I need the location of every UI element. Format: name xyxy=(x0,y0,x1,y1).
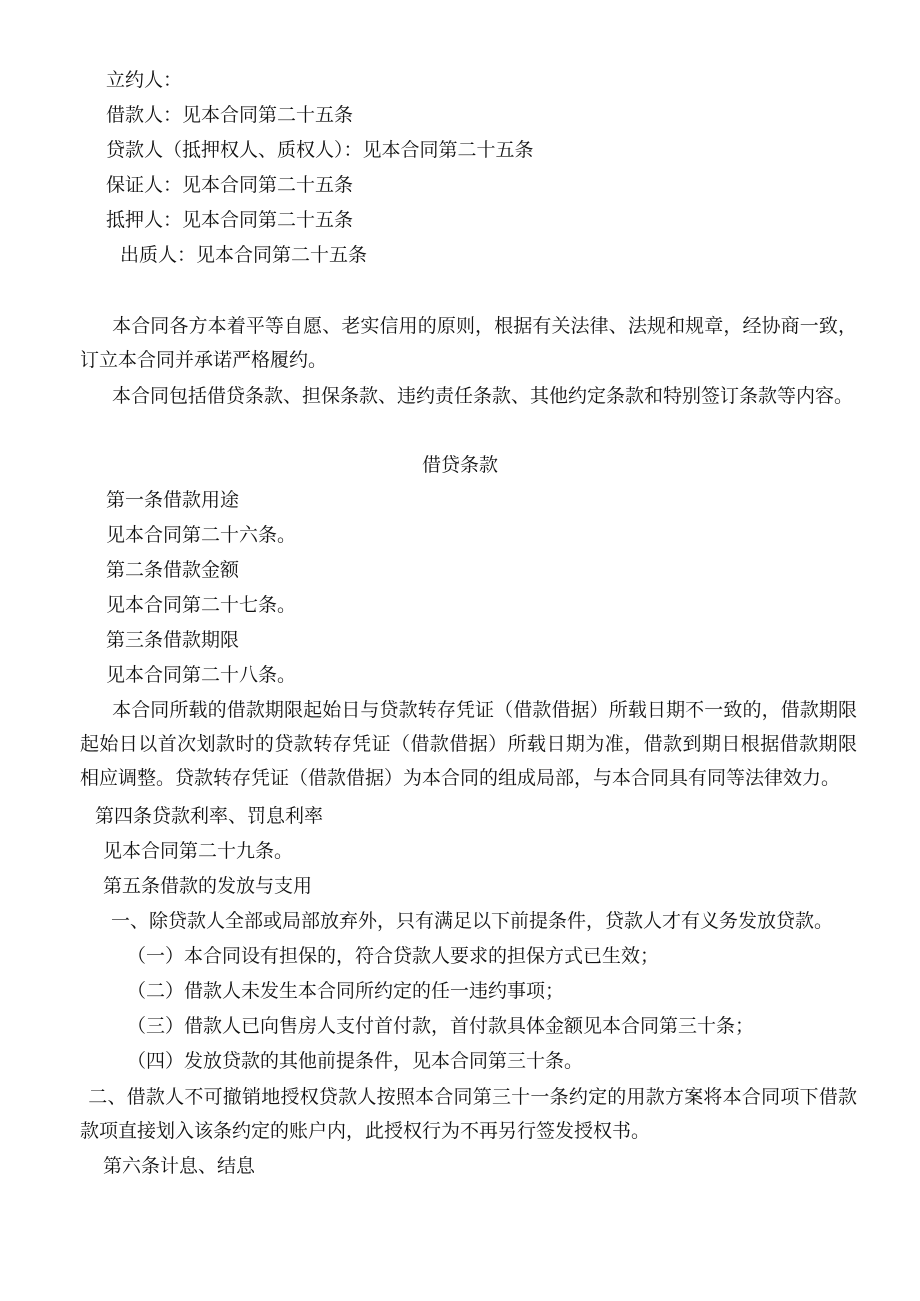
article-5-sub-4: （四）发放贷款的其他前提条件，见本合同第三十条。 xyxy=(127,1050,584,1072)
article-5-item-1: 一、除贷款人全部或局部放弃外，只有满足以下前提条件，贷款人才有义务发放贷款。 xyxy=(111,910,834,932)
lender-line: 贷款人（抵押权人、质权人）：见本合同第二十五条 xyxy=(106,139,534,161)
article-1-body: 见本合同第二十六条。 xyxy=(106,524,297,546)
borrower-line: 借款人：见本合同第二十五条 xyxy=(106,104,354,126)
pledgor-line: 出质人：见本合同第二十五条 xyxy=(120,244,368,266)
intro-paragraph-1 xyxy=(80,309,857,377)
article-5-sub-2: （二）借款人未发生本合同所约定的任一违约事项； xyxy=(127,980,565,1002)
article-4-title: 第四条贷款利率、罚息利率 xyxy=(95,805,324,827)
article-1-title: 第一条借款用途 xyxy=(106,489,240,511)
article-3-paragraph xyxy=(80,693,857,795)
article-4-body: 见本合同第二十九条。 xyxy=(103,840,294,862)
guarantor-line: 保证人：见本合同第二十五条 xyxy=(106,174,354,196)
article-5-item-2 xyxy=(80,1080,857,1148)
article-3-body: 见本合同第二十八条。 xyxy=(106,664,297,686)
intro-paragraph-2-text: 本合同包括借贷条款、担保条款、违约责任条款、其他约定条款和特别签订条款等内容。 xyxy=(112,385,854,407)
article-5-item-2-text: 二、借款人不可撤销地授权贷款人按照本合同第三十一条约定的用款方案将本合同项下借款款项直接划入该条约定的账户内，此授权行为不再另行签发授权书。 xyxy=(80,1086,857,1142)
parties-header: 立约人： xyxy=(106,69,183,91)
article-3-title: 第三条借款期限 xyxy=(106,629,240,651)
article-5-sub-1: （一）本合同设有担保的，符合贷款人要求的担保方式已生效； xyxy=(127,945,660,967)
article-5-title: 第五条借款的发放与支用 xyxy=(103,875,313,897)
article-2-body: 见本合同第二十七条。 xyxy=(106,594,297,616)
article-2-title: 第二条借款金额 xyxy=(106,559,240,581)
mortgagor-line: 抵押人：见本合同第二十五条 xyxy=(106,209,354,231)
section-title: 借贷条款 xyxy=(421,454,498,476)
intro-paragraph-2 xyxy=(80,379,857,413)
article-6-title: 第六条计息、结息 xyxy=(103,1155,256,1177)
intro-paragraph-1-text: 本合同各方本着平等自愿、老实信用的原则，根据有关法律、法规和规章，经协商一致，订立本合同并承诺严格履约。 xyxy=(80,315,857,371)
article-3-paragraph-text: 本合同所载的借款期限起始日与贷款转存凭证（借款借据）所载日期不一致的，借款期限起始日以首次划款时的贷款转存凭证（借款借据）所载日期为准，借款到期日根据借款期限相应调整。贷款转存凭证（借款借据）为本合同的组成局部，与本合同具有同等法律效力。 xyxy=(80,699,857,789)
article-5-sub-3: （三）借款人已向售房人支付首付款，首付款具体金额见本合同第三十条； xyxy=(127,1015,755,1037)
